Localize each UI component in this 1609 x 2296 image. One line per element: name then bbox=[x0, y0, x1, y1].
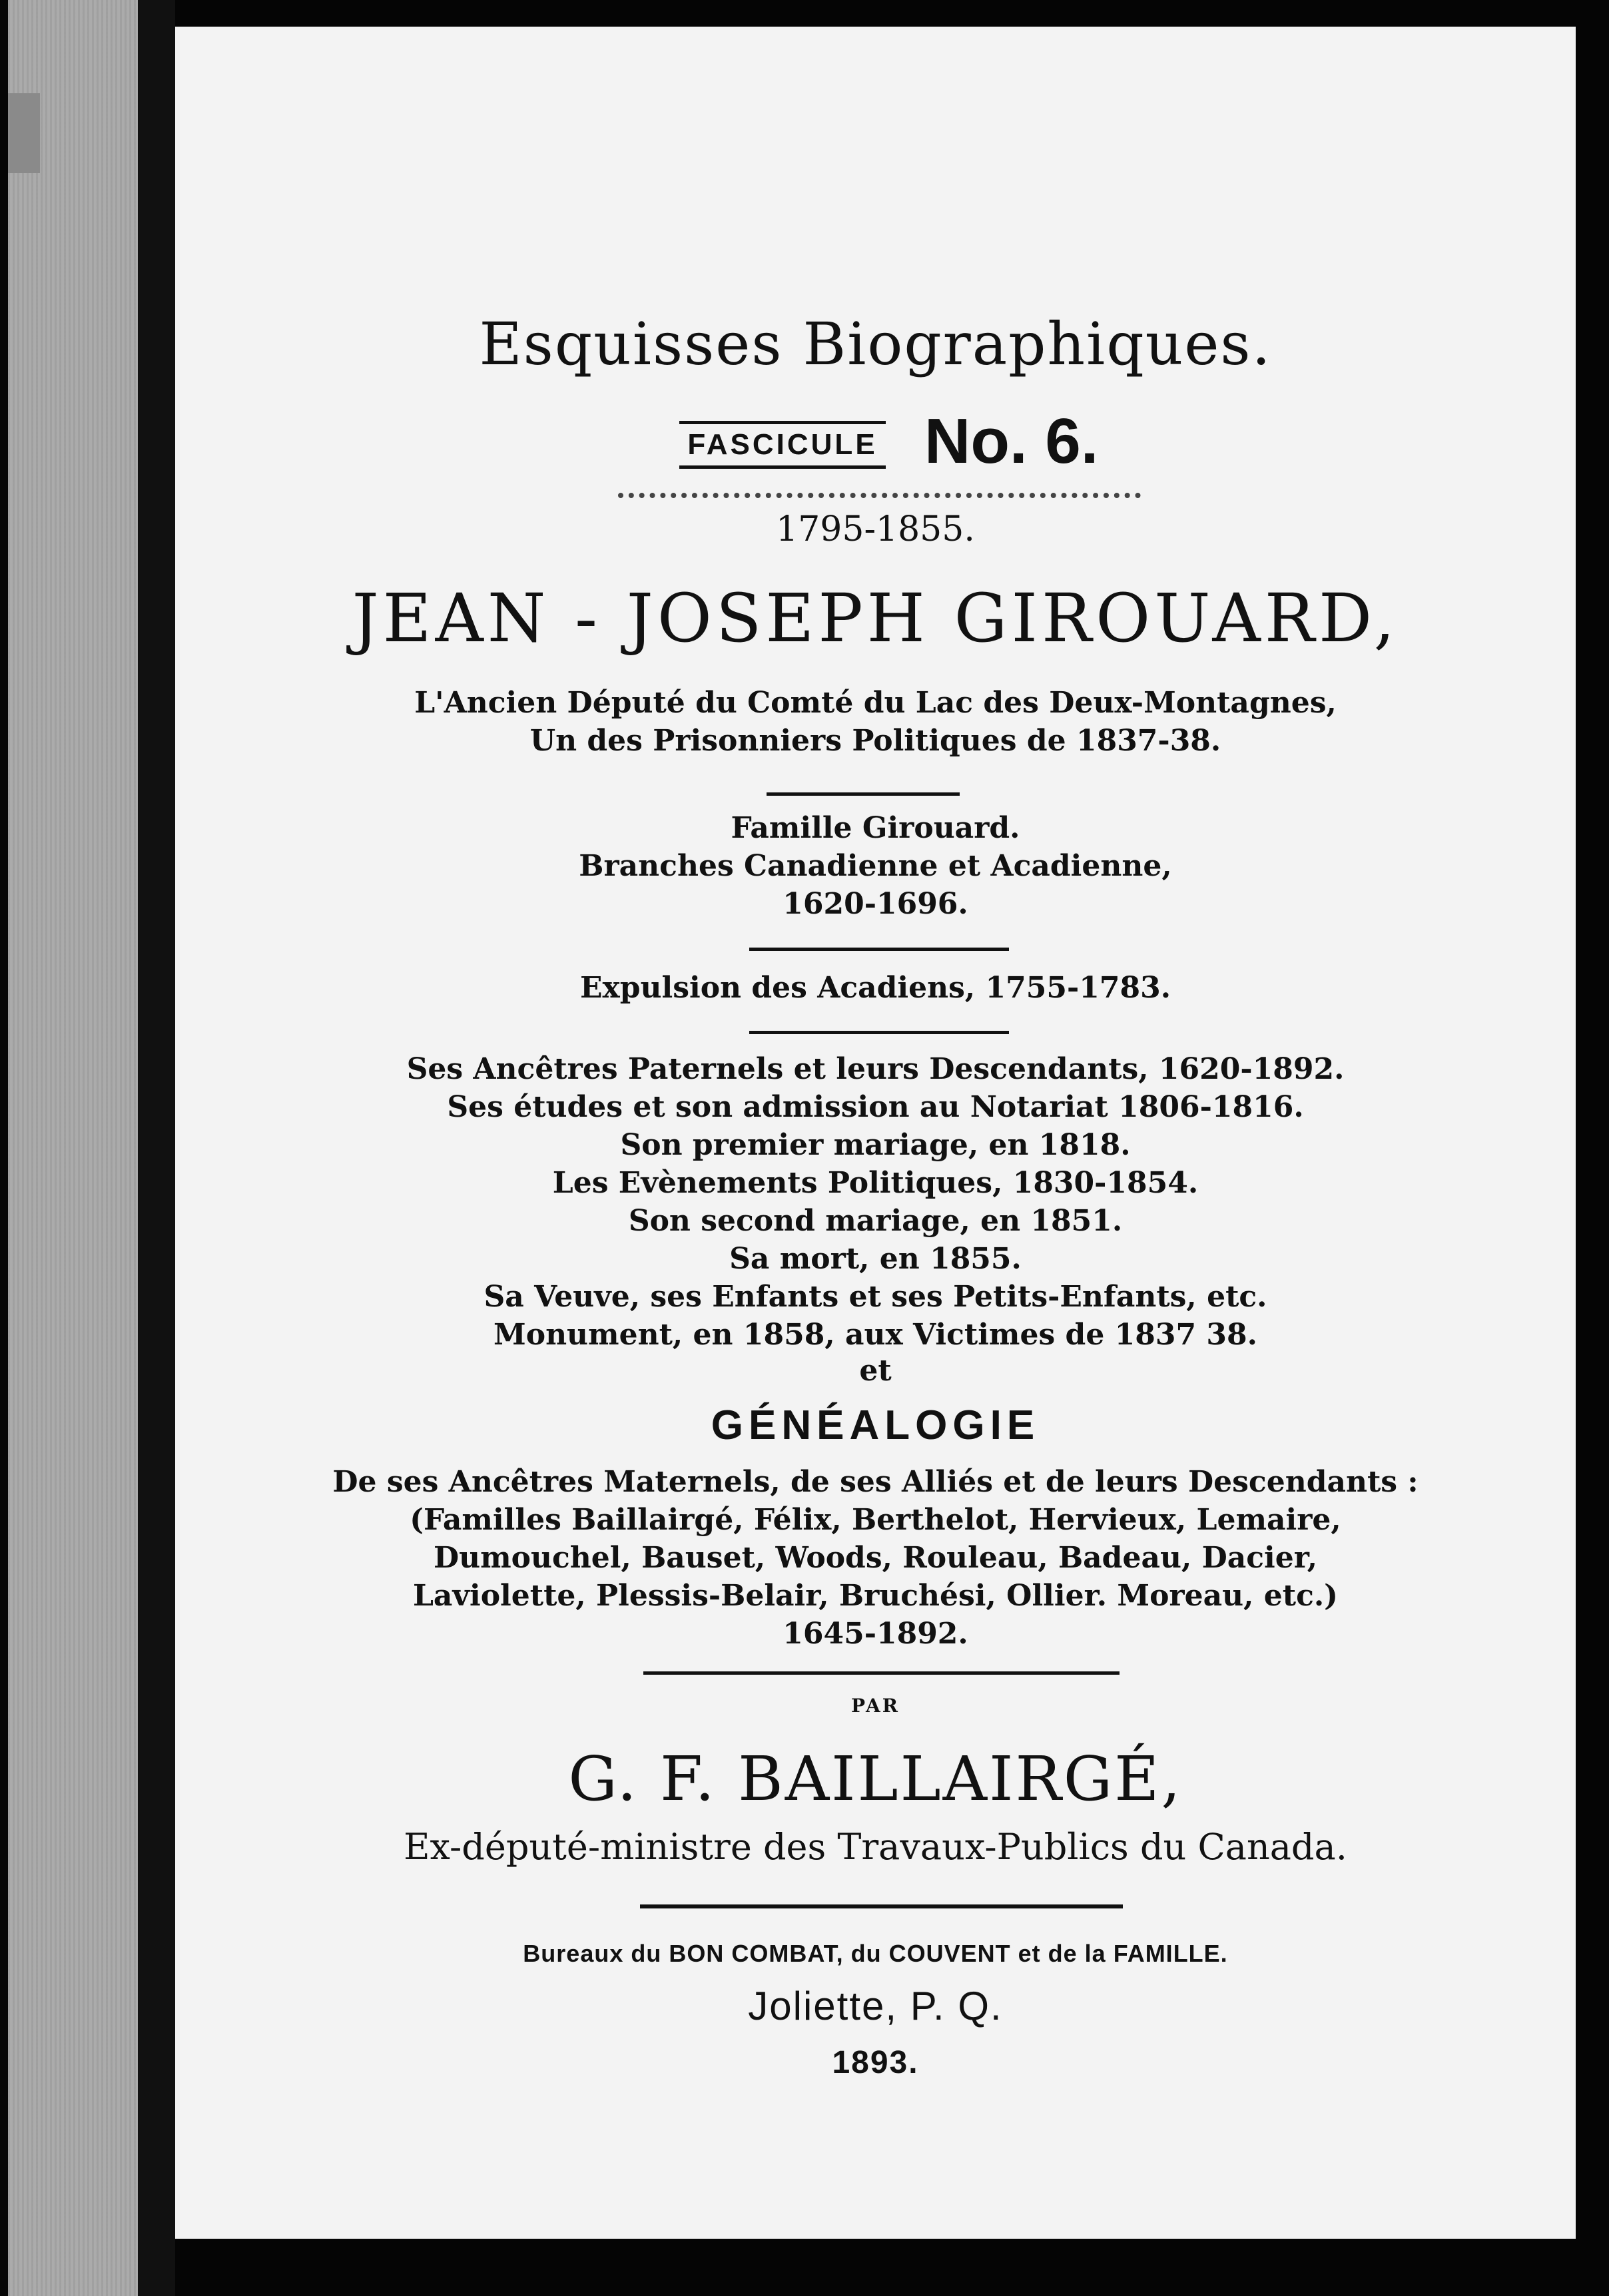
author-name: G. F. BAILLAIRGÉ, bbox=[568, 1743, 1183, 1815]
expulsion-line: Expulsion des Acadiens, 1755-1783. bbox=[579, 971, 1171, 1005]
divider-rule bbox=[640, 1904, 1123, 1908]
genealogy-line: Dumouchel, Bauset, Woods, Rouleau, Badeau, Dacier, bbox=[433, 1541, 1318, 1575]
spine-label-tab bbox=[8, 93, 40, 173]
publisher-line: Bureaux du BON COMBAT, du COUVENT et de la FAMILLE. bbox=[523, 1940, 1228, 1967]
divider-rule bbox=[749, 948, 1009, 951]
contents-line: Son second mariage, en 1851. bbox=[628, 1204, 1123, 1238]
contents-line: Les Evènements Politiques, 1830-1854. bbox=[552, 1166, 1199, 1200]
subject-name: JEAN - JOSEPH GIROUARD, bbox=[352, 579, 1399, 657]
fascicule-label: FASCICULE bbox=[679, 421, 886, 469]
page-gutter bbox=[138, 0, 175, 2296]
contents-line: Ses Ancêtres Paternels et leurs Descendants, 1620-1892. bbox=[406, 1052, 1345, 1086]
divider-rule bbox=[767, 792, 960, 796]
by-label: PAR bbox=[850, 1695, 900, 1717]
contents-line: Sa Veuve, ses Enfants et ses Petits-Enfants, etc. bbox=[483, 1280, 1267, 1314]
life-dates: 1795-1855. bbox=[776, 509, 975, 549]
genealogy-heading: GÉNÉALOGIE bbox=[711, 1402, 1040, 1448]
publication-year: 1893. bbox=[832, 2045, 919, 2080]
contents-line: Son premier mariage, en 1818. bbox=[620, 1128, 1131, 1162]
divider-rule bbox=[643, 1671, 1120, 1675]
fascicule-line bbox=[175, 406, 1576, 479]
family-line: Branches Canadienne et Acadienne, bbox=[579, 849, 1172, 883]
divider-rule bbox=[749, 1031, 1009, 1034]
family-line: 1620-1696. bbox=[783, 887, 968, 921]
book-spine bbox=[8, 0, 138, 2296]
genealogy-line: De ses Ancêtres Maternels, de ses Alliés et de leurs Descendants : bbox=[332, 1465, 1419, 1499]
contents-line: Monument, en 1858, aux Victimes de 1837 38. bbox=[493, 1318, 1257, 1352]
genealogy-line: Laviolette, Plessis-Belair, Bruchési, Ollier. Moreau, etc.) bbox=[412, 1579, 1338, 1613]
series-title: Esquisses Biographiques. bbox=[479, 310, 1272, 378]
dotted-divider bbox=[618, 493, 1141, 498]
genealogy-line: (Familles Baillairgé, Félix, Berthelot, Hervieux, Lemaire, bbox=[410, 1503, 1341, 1537]
contents-line: Sa mort, en 1855. bbox=[729, 1242, 1022, 1276]
family-line: Famille Girouard. bbox=[731, 811, 1020, 845]
publication-city: Joliette, P. Q. bbox=[748, 1984, 1003, 2028]
contents-line: Ses études et son admission au Notariat 1806-1816. bbox=[447, 1090, 1304, 1124]
fascicule-number: No. 6. bbox=[924, 406, 1099, 477]
title-page bbox=[175, 27, 1576, 2239]
author-title: Ex-député-ministre des Travaux-Publics du Canada. bbox=[404, 1826, 1347, 1868]
subject-role-line: L'Ancien Député du Comté du Lac des Deux-Montagnes, bbox=[414, 686, 1337, 720]
genealogy-line: 1645-1892. bbox=[783, 1617, 968, 1651]
subject-role-line: Un des Prisonniers Politiques de 1837-38. bbox=[529, 724, 1221, 758]
contents-line: et bbox=[859, 1354, 892, 1388]
